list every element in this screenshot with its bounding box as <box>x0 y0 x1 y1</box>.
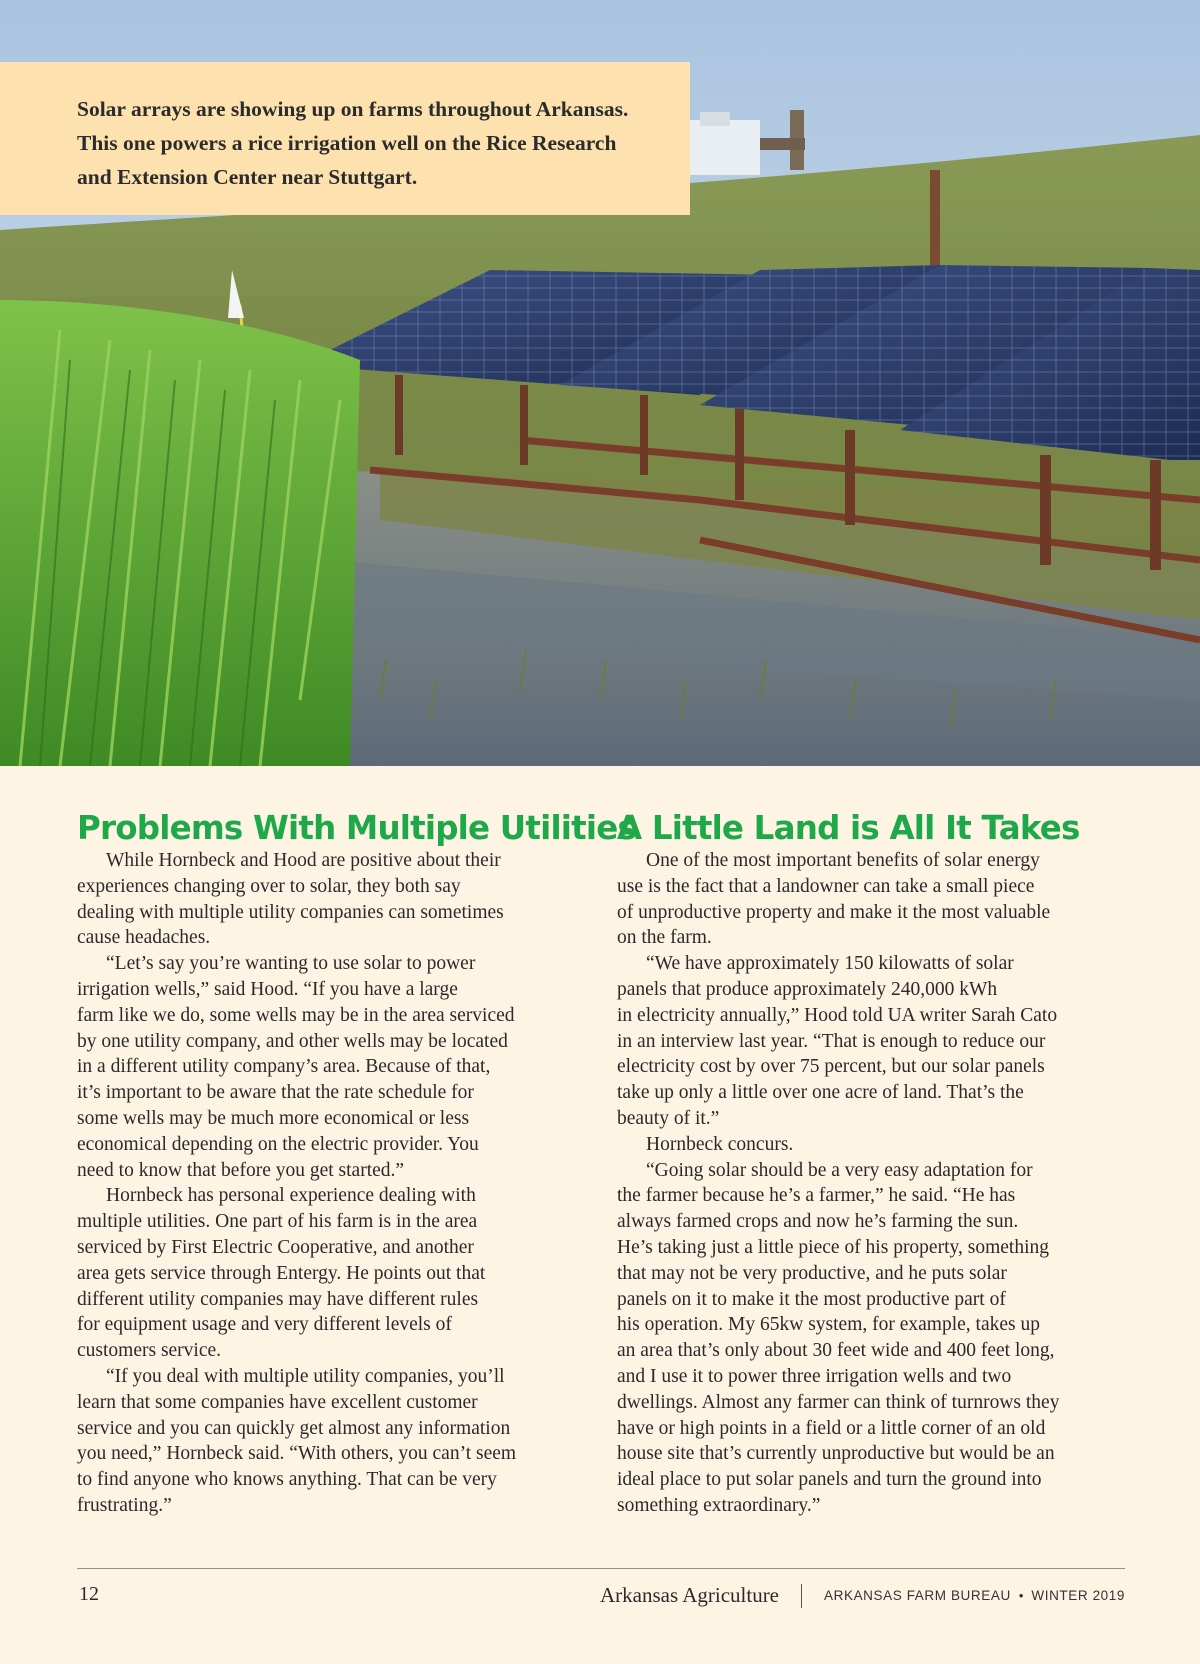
body-line: serviced by First Electric Cooperative, and another <box>77 1236 474 1258</box>
body-line: frustrating.” <box>77 1494 172 1516</box>
body-line: learn that some companies have excellent customer <box>77 1391 478 1413</box>
body-line: farm like we do, some wells may be in the area serviced <box>77 1004 515 1026</box>
body-line: and I use it to power three irrigation wells and two <box>617 1365 1012 1387</box>
body-line: for equipment usage and very different levels of <box>77 1314 452 1336</box>
bullet-separator: • <box>1018 1588 1024 1603</box>
magazine-title: Arkansas Agriculture <box>599 1583 780 1607</box>
right-column <box>617 808 1097 1519</box>
body-line: by one utility company, and other wells may be located <box>77 1030 508 1052</box>
body-line: of unproductive property and make it the most valuable <box>617 901 1051 923</box>
body-line: beauty of it.” <box>617 1107 720 1129</box>
body-line: that may not be very productive, and he puts solar <box>617 1262 1007 1284</box>
page-number: 12 <box>79 1583 99 1605</box>
body-line: experiences changing over to solar, they both say <box>77 875 461 897</box>
caption-line: and Extension Center near Stuttgart. <box>77 165 418 189</box>
issue-date: WINTER 2019 <box>1031 1588 1125 1603</box>
body-line: in a different utility company’s area. Because of that, <box>77 1056 491 1078</box>
body-line: it’s important to be aware that the rate schedule for <box>77 1082 474 1104</box>
section-heading: A Little Land is All It Takes <box>617 809 1080 847</box>
body-line: While Hornbeck and Hood are positive about their <box>106 850 501 871</box>
page-footer <box>77 1581 1125 1615</box>
photo-caption <box>0 62 690 215</box>
body-line: have or high points in a field or a little corner of an old <box>617 1417 1046 1439</box>
vertical-divider <box>801 1584 802 1608</box>
caption-line: This one powers a rice irrigation well on the Rice Research <box>77 131 617 155</box>
body-line: house site that’s currently unproductive but would be an <box>617 1443 1055 1465</box>
body-line: cause headaches. <box>77 927 211 949</box>
body-line: “Let’s say you’re wanting to use solar to power <box>106 953 476 975</box>
body-line: electricity cost by over 75 percent, but our solar panels <box>617 1056 1045 1078</box>
caption-line: Solar arrays are showing up on farms throughout Arkansas. <box>77 97 629 121</box>
body-line: his operation. My 65kw system, for example, takes up <box>617 1314 1040 1336</box>
body-line: Hornbeck concurs. <box>646 1133 794 1155</box>
publication-info <box>600 1583 1125 1608</box>
body-line: need to know that before you get started.” <box>77 1159 405 1181</box>
body-line: different utility companies may have different rules <box>77 1288 479 1310</box>
body-line: some wells may be much more economical or less <box>77 1107 470 1129</box>
body-line: panels that produce approximately 240,000 kWh <box>617 978 998 1000</box>
article-body <box>77 848 557 1519</box>
body-line: to find anyone who knows anything. That can be very <box>77 1469 497 1491</box>
body-line: “We have approximately 150 kilowatts of solar <box>646 953 1014 975</box>
section-heading: Problems With Multiple Utilities <box>77 809 636 847</box>
body-line: an area that’s only about 30 feet wide and 400 feet long, <box>617 1340 1055 1362</box>
body-line: economical depending on the electric provider. You <box>77 1133 479 1155</box>
body-line: use is the fact that a landowner can take a small piece <box>617 875 1035 897</box>
body-line: panels on it to make it the most productive part of <box>617 1288 1006 1310</box>
body-line: on the farm. <box>617 927 712 949</box>
left-column <box>77 808 636 1519</box>
body-line: One of the most important benefits of solar energy <box>646 850 1040 871</box>
body-line: you need,” Hornbeck said. “With others, you can’t seem <box>77 1443 517 1465</box>
body-line: take up only a little over one acre of land. That’s the <box>617 1082 1024 1104</box>
body-line: dwellings. Almost any farmer can think of turnrows they <box>617 1391 1060 1413</box>
body-line: service and you can quickly get almost any information <box>77 1417 511 1439</box>
body-line: irrigation wells,” said Hood. “If you have a large <box>77 978 458 1000</box>
footer-divider <box>77 1568 1125 1569</box>
body-line: Hornbeck has personal experience dealing with <box>106 1185 476 1207</box>
body-line: ideal place to put solar panels and turn the ground into <box>617 1469 1042 1491</box>
organization-name: ARKANSAS FARM BUREAU <box>824 1588 1011 1603</box>
body-line: always farmed crops and now he’s farming the sun. <box>617 1211 1019 1233</box>
body-line: dealing with multiple utility companies can sometimes <box>77 901 504 923</box>
body-line: “Going solar should be a very easy adaptation for <box>646 1159 1033 1181</box>
body-line: in electricity annually,” Hood told UA writer Sarah Cato <box>617 1004 1058 1026</box>
article-body <box>617 848 1097 1519</box>
body-line: something extraordinary.” <box>617 1494 821 1516</box>
body-line: in an interview last year. “That is enough to reduce our <box>617 1030 1046 1052</box>
body-line: He’s taking just a little piece of his property, something <box>617 1236 1049 1258</box>
body-line: customers service. <box>77 1340 222 1362</box>
body-line: “If you deal with multiple utility companies, you’ll <box>106 1365 505 1387</box>
body-line: the farmer because he’s a farmer,” he said. “He has <box>617 1185 1016 1207</box>
body-line: multiple utilities. One part of his farm is in the area <box>77 1211 478 1233</box>
body-line: area gets service through Entergy. He points out that <box>77 1262 486 1284</box>
